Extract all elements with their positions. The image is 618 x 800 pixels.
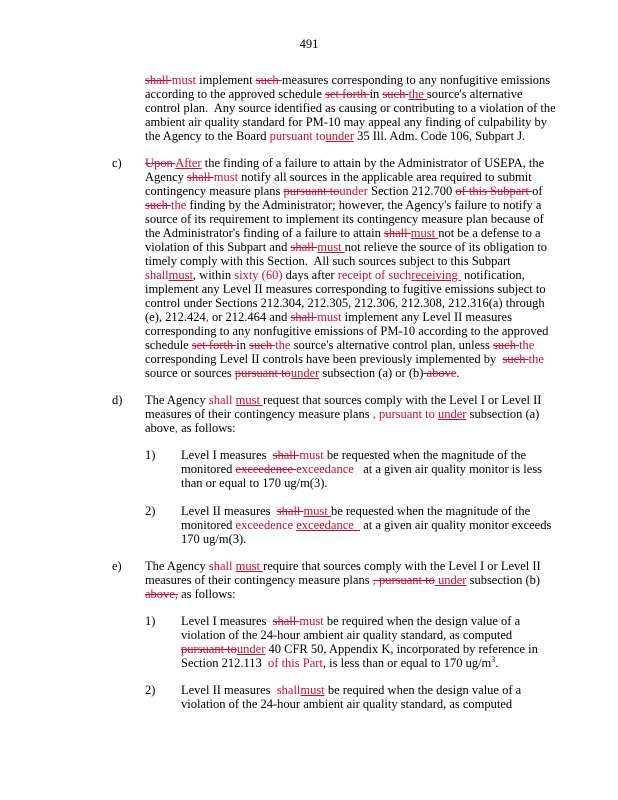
- inserted-underlined-text: must: [317, 240, 345, 254]
- text-run: not relieve the source of its obligation to: [344, 240, 548, 254]
- inserted-text: , pursuant to: [372, 407, 438, 421]
- text-line: [145, 352, 548, 366]
- text-run: in: [236, 338, 250, 352]
- text-line: [145, 129, 556, 143]
- text-run: 40 CFR 50, Appendix K, incorporated by reference in: [265, 642, 538, 656]
- deleted-text: shall: [290, 310, 318, 324]
- text-line: [181, 448, 542, 462]
- text-run: corresponding Level II controls have been previously implemented by: [145, 352, 503, 366]
- text-line: [145, 268, 548, 282]
- page-number: 491: [299, 37, 319, 51]
- inserted-underlined-text: must: [410, 226, 439, 240]
- inserted-text: shall: [208, 559, 236, 573]
- inserted-text: shall: [276, 683, 301, 697]
- text-run: be requested when the magnitude of the: [323, 448, 527, 462]
- text-run: Section 212.700: [367, 184, 456, 198]
- text-run: monitored: [181, 462, 236, 476]
- text-run: Section 212.113: [181, 656, 265, 670]
- deleted-text: such: [145, 198, 172, 212]
- text-run: violation of the 24-hour ambient air quality standard, as computed: [181, 628, 513, 642]
- deleted-text: such: [382, 87, 409, 101]
- text-run: not be a defense to a: [438, 226, 541, 240]
- text-line: [181, 628, 538, 642]
- text-run: Level II measures: [181, 683, 277, 697]
- text-run: days after: [282, 268, 338, 282]
- deleted-text: pursuant to: [234, 366, 291, 380]
- text-run: corresponding to any nonfugitive emissions of PM-10 according to the approved: [145, 324, 549, 338]
- inserted-text: ,: [174, 421, 178, 435]
- paragraph-label: 1): [145, 448, 156, 462]
- inserted-text: must: [171, 73, 197, 87]
- text-run: or 212.464 and: [208, 310, 291, 324]
- text-run: request that sources comply with the Level I or Level II: [263, 393, 542, 407]
- text-line: [145, 324, 548, 338]
- superscript: 3: [491, 654, 496, 664]
- text-run: Agency: [145, 170, 187, 184]
- text-line: [145, 310, 548, 324]
- text-line: [145, 87, 556, 101]
- deleted-text: such: [249, 338, 276, 352]
- deleted-text: shall: [145, 73, 172, 87]
- text-run: as follows:: [177, 421, 236, 435]
- deleted-text: of this Subpart: [455, 184, 533, 198]
- deleted-text: such: [502, 352, 529, 366]
- paragraph-label: e): [112, 559, 122, 573]
- text-run: The Agency: [145, 559, 209, 573]
- text-line: [181, 476, 542, 490]
- text-run: .: [456, 366, 460, 380]
- text-run: than or equal to 170 ug/m(3).: [181, 476, 328, 490]
- text-run: implement any Level II measures: [341, 310, 512, 324]
- text-line: [181, 614, 538, 628]
- text-run: violation of the 24-hour ambient air quality standard, as computed: [181, 697, 513, 711]
- text-run: schedule: [145, 338, 192, 352]
- deleted-text: shall: [272, 448, 300, 462]
- inserted-text: shall: [208, 393, 236, 407]
- text-run: as follows:: [177, 587, 236, 601]
- inserted-text: receipt of such: [337, 268, 412, 282]
- text-run: .: [495, 656, 499, 670]
- inserted-text: sixty (60): [234, 268, 283, 282]
- paragraph-text: [181, 614, 538, 670]
- text-line: [145, 254, 548, 268]
- text-run: measures of their contingency measure plans: [145, 573, 373, 587]
- text-line: [145, 73, 556, 87]
- text-run: implement: [196, 73, 256, 87]
- inserted-underlined-text: under: [325, 129, 354, 143]
- text-line: [181, 518, 551, 532]
- text-line: [145, 587, 541, 601]
- text-run: source's alternative control plan, unless: [290, 338, 494, 352]
- text-line: [181, 697, 521, 711]
- inserted-underlined-text: under: [434, 573, 467, 587]
- text-run: at a given air quality monitor is less: [353, 462, 542, 476]
- text-line: [181, 683, 521, 697]
- inserted-underlined-text: under: [437, 407, 467, 421]
- deleted-text: shall: [384, 226, 411, 240]
- deleted-text: above: [423, 366, 457, 380]
- text-line: [181, 462, 542, 476]
- text-line: [145, 282, 548, 296]
- deleted-text: , pursuant to: [372, 573, 435, 587]
- text-line: [181, 656, 538, 670]
- inserted-text: pursuant to: [269, 129, 326, 143]
- inserted-underlined-text: must: [168, 268, 193, 282]
- text-line: [145, 184, 548, 198]
- text-line: [145, 226, 548, 240]
- text-run: , is less than or equal to 170 ug/m: [322, 656, 492, 670]
- text-run: be required when the design value of a: [323, 614, 521, 628]
- inserted-text: shall: [145, 268, 169, 282]
- deleted-text: shall: [187, 170, 214, 184]
- text-line: [181, 532, 551, 546]
- inserted-underlined-text: under: [236, 642, 266, 656]
- text-line: [145, 296, 548, 310]
- deleted-text: such: [493, 338, 520, 352]
- text-run: source's alternative: [426, 87, 523, 101]
- inserted-text: must: [317, 310, 342, 324]
- text-run: control under Sections 212.304, 212.305, 212.306, 212.308, 212.316(a) through: [145, 296, 545, 310]
- paragraph-label: 2): [145, 683, 156, 697]
- text-run: above: [145, 421, 175, 435]
- paragraph-text: [181, 504, 551, 546]
- deleted-text: shall: [272, 614, 300, 628]
- inserted-underlined-text: must: [235, 393, 264, 407]
- inserted-underlined-text: exceedance: [296, 518, 361, 532]
- deleted-text: pursuant to: [181, 642, 237, 656]
- text-run: finding by the Administrator; however, the Agency's failure to notify a: [186, 198, 542, 212]
- text-run: of: [532, 184, 543, 198]
- inserted-text: ,: [205, 310, 209, 324]
- text-run: be requested when the magnitude of the: [330, 504, 531, 518]
- inserted-text: the: [519, 338, 535, 352]
- deleted-text: such: [255, 73, 282, 87]
- text-run: subsection (b): [466, 573, 541, 587]
- text-run: the Agency to the Board: [145, 129, 270, 143]
- paragraph-label: 1): [145, 614, 156, 628]
- deleted-text: shall: [276, 504, 304, 518]
- text-run: measures of their contingency measure plans: [145, 407, 373, 421]
- text-run: violation of this Subpart and: [145, 240, 291, 254]
- inserted-underlined-text: receiving: [411, 268, 461, 282]
- inserted-text: must: [213, 170, 239, 184]
- inserted-text: exceedance: [296, 462, 354, 476]
- inserted-text: under: [339, 184, 368, 198]
- inserted-text: must: [299, 448, 324, 462]
- text-line: [145, 240, 548, 254]
- text-run: Level I measures: [181, 614, 273, 628]
- text-run: monitored: [181, 518, 236, 532]
- deleted-text: pursuant to: [283, 184, 340, 198]
- text-run: according to the approved schedule: [145, 87, 326, 101]
- inserted-text: exceedence: [235, 518, 297, 532]
- text-line: [145, 366, 548, 380]
- text-run: subsection (a) or (b): [319, 366, 424, 380]
- text-line: [145, 212, 548, 226]
- deleted-text: set forth: [191, 338, 237, 352]
- text-run: the Administrator's finding of a failure to attain: [145, 226, 385, 240]
- text-run: at a given air quality monitor exceeds: [360, 518, 552, 532]
- text-run: in: [369, 87, 383, 101]
- inserted-underlined-text: must: [303, 504, 331, 518]
- text-run: 170 ug/m(3).: [181, 532, 247, 546]
- text-run: timely comply with this Section. All such sources subject to this Subpart: [145, 254, 511, 268]
- text-line: [145, 115, 556, 129]
- paragraph-text: [145, 393, 541, 435]
- text-run: require that sources comply with the Level I or Level II: [263, 559, 541, 573]
- text-run: the finding of a failure to attain by the Administrator of USEPA, the: [201, 156, 545, 170]
- text-line: [145, 170, 548, 184]
- paragraph-label: c): [112, 156, 122, 170]
- inserted-text: the: [528, 352, 544, 366]
- inserted-underlined-text: After: [175, 156, 202, 170]
- text-run: source of its requirement to implement its contingency measure plan because of: [145, 212, 544, 226]
- deleted-text: above,: [145, 587, 178, 601]
- text-run: (e), 212.424: [145, 310, 206, 324]
- inserted-text: the: [171, 198, 187, 212]
- inserted-text: of this Part: [264, 656, 323, 670]
- text-line: [145, 407, 541, 421]
- text-run: notify all sources in the applicable area required to submit: [238, 170, 532, 184]
- text-run: contingency measure plans: [145, 184, 284, 198]
- text-run: 35 Ill. Adm. Code 106, Subpart J.: [354, 129, 526, 143]
- text-run: Level II measures: [181, 504, 277, 518]
- deleted-text: shall: [290, 240, 318, 254]
- text-run: , within: [192, 268, 235, 282]
- inserted-underlined-text: must: [235, 559, 264, 573]
- text-run: The Agency: [145, 393, 209, 407]
- text-line: [145, 393, 541, 407]
- inserted-text: must: [299, 614, 324, 628]
- text-run: subsection (a): [466, 407, 540, 421]
- text-line: [145, 198, 548, 212]
- text-line: [145, 101, 556, 115]
- text-run: measures corresponding to any nonfugitive emissions: [281, 73, 551, 87]
- inserted-text: the: [275, 338, 291, 352]
- text-line: [145, 156, 548, 170]
- text-run: Level I measures: [181, 448, 273, 462]
- inserted-underlined-text: under: [290, 366, 320, 380]
- text-run: notification,: [460, 268, 525, 282]
- text-line: [181, 642, 538, 656]
- paragraph-text: [181, 683, 521, 711]
- text-line: [145, 559, 541, 573]
- text-line: [145, 573, 541, 587]
- text-line: [145, 421, 541, 435]
- inserted-underlined-text: must: [300, 683, 325, 697]
- text-run: control plan. Any source identified as causing or contributing to a violation of the: [145, 101, 556, 115]
- paragraph-text: [181, 448, 542, 490]
- text-run: ambient air quality standard for PM-10 may appeal any finding of culpability by: [145, 115, 547, 129]
- text-run: implement any Level II measures corresponding to fugitive emissions subject to: [145, 282, 546, 296]
- paragraph-text: [145, 73, 556, 143]
- text-run: be required when the design value of a: [324, 683, 522, 697]
- deleted-text: exceedence: [235, 462, 297, 476]
- text-line: [145, 338, 548, 352]
- paragraph-text: [145, 156, 548, 380]
- inserted-underlined-text: the: [408, 87, 427, 101]
- paragraph-label: 2): [145, 504, 156, 518]
- deleted-text: set forth: [325, 87, 370, 101]
- paragraph-label: d): [112, 393, 123, 407]
- paragraph-text: [145, 559, 541, 601]
- deleted-text: Upon: [145, 156, 176, 170]
- text-run: source or sources: [145, 366, 235, 380]
- text-line: [181, 504, 551, 518]
